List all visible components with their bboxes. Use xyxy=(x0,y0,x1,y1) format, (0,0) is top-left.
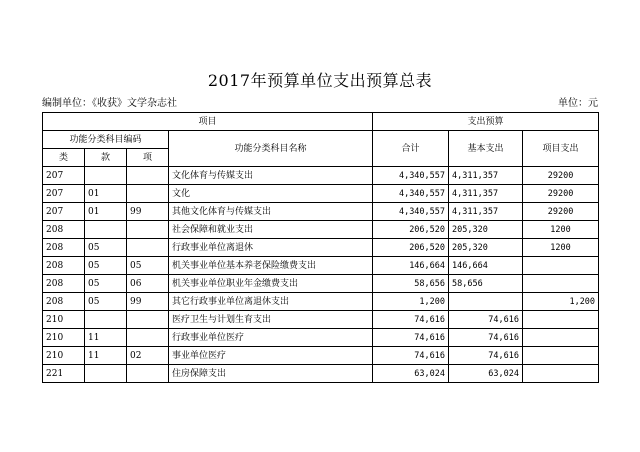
cell-basic: 58,656 xyxy=(449,275,523,293)
cell-xiang xyxy=(127,329,169,347)
table-row xyxy=(43,329,599,347)
cell-total: 74,616 xyxy=(373,329,449,347)
cell-basic: 74,616 xyxy=(449,329,523,347)
cell-lei: 208 xyxy=(43,221,85,239)
table-row xyxy=(43,239,599,257)
table-row xyxy=(43,311,599,329)
cell-kuan: 11 xyxy=(85,347,127,365)
cell-total: 63,024 xyxy=(373,365,449,383)
cell-project xyxy=(523,275,599,293)
table-row xyxy=(43,257,599,275)
cell-project: 1200 xyxy=(523,221,599,239)
cell-kuan xyxy=(85,365,127,383)
page-title: 2017年预算单位支出预算总表 xyxy=(207,71,433,90)
cell-name: 事业单位医疗 xyxy=(169,347,373,365)
cell-xiang xyxy=(127,239,169,257)
cell-name: 住房保障支出 xyxy=(169,365,373,383)
cell-name: 医疗卫生与计划生育支出 xyxy=(169,311,373,329)
cell-project xyxy=(523,365,599,383)
table-row xyxy=(43,167,599,185)
cell-kuan: 01 xyxy=(85,185,127,203)
cell-kuan: 11 xyxy=(85,329,127,347)
cell-lei: 210 xyxy=(43,347,85,365)
cell-xiang xyxy=(127,365,169,383)
cell-name: 文化 xyxy=(169,185,373,203)
cell-total: 4,340,557 xyxy=(373,185,449,203)
unit-label: 单位：元 xyxy=(558,98,598,109)
table-row xyxy=(43,203,599,221)
cell-total: 74,616 xyxy=(373,311,449,329)
cell-xiang xyxy=(127,185,169,203)
table-row xyxy=(43,185,599,203)
cell-project xyxy=(523,311,599,329)
cell-name: 其他文化体育与传媒支出 xyxy=(169,203,373,221)
cell-name: 机关事业单位基本养老保险缴费支出 xyxy=(169,257,373,275)
cell-name: 机关事业单位职业年金缴费支出 xyxy=(169,275,373,293)
org-label: 编制单位：《收获》文学杂志社 xyxy=(42,98,177,109)
cell-project: 29200 xyxy=(523,203,599,221)
cell-xiang: 99 xyxy=(127,203,169,221)
cell-kuan xyxy=(85,311,127,329)
header-expense-budget: 支出预算 xyxy=(373,113,599,131)
header-project: 项目支出 xyxy=(523,131,599,167)
cell-xiang: 05 xyxy=(127,257,169,275)
cell-basic: 4,311,357 xyxy=(449,167,523,185)
cell-xiang: 02 xyxy=(127,347,169,365)
cell-total: 206,520 xyxy=(373,239,449,257)
budget-table xyxy=(42,112,599,383)
cell-project xyxy=(523,347,599,365)
cell-total: 1,200 xyxy=(373,293,449,311)
cell-basic: 146,664 xyxy=(449,257,523,275)
cell-total: 4,340,557 xyxy=(373,203,449,221)
cell-basic: 4,311,357 xyxy=(449,203,523,221)
cell-basic: 4,311,357 xyxy=(449,185,523,203)
cell-basic: 205,320 xyxy=(449,239,523,257)
cell-project: 1200 xyxy=(523,239,599,257)
cell-total: 74,616 xyxy=(373,347,449,365)
cell-kuan xyxy=(85,221,127,239)
cell-name: 行政事业单位医疗 xyxy=(169,329,373,347)
cell-lei: 208 xyxy=(43,239,85,257)
cell-lei: 207 xyxy=(43,203,85,221)
cell-xiang xyxy=(127,167,169,185)
table-row xyxy=(43,293,599,311)
cell-total: 146,664 xyxy=(373,257,449,275)
table-row xyxy=(43,275,599,293)
cell-basic: 74,616 xyxy=(449,347,523,365)
cell-kuan: 05 xyxy=(85,275,127,293)
table-row xyxy=(43,347,599,365)
header-row-1 xyxy=(43,113,599,131)
cell-name: 社会保障和就业支出 xyxy=(169,221,373,239)
header-name: 功能分类科目名称 xyxy=(169,131,373,167)
cell-basic xyxy=(449,293,523,311)
cell-lei: 208 xyxy=(43,257,85,275)
cell-total: 206,520 xyxy=(373,221,449,239)
table-row xyxy=(43,365,599,383)
header-code-group: 功能分类科目编码 xyxy=(43,131,169,149)
cell-basic: 205,320 xyxy=(449,221,523,239)
cell-project: 1,200 xyxy=(523,293,599,311)
cell-project xyxy=(523,257,599,275)
cell-lei: 210 xyxy=(43,329,85,347)
header-total: 合计 xyxy=(373,131,449,167)
cell-kuan: 05 xyxy=(85,257,127,275)
header-basic: 基本支出 xyxy=(449,131,523,167)
cell-kuan: 05 xyxy=(85,293,127,311)
cell-basic: 74,616 xyxy=(449,311,523,329)
table-row xyxy=(43,221,599,239)
cell-lei: 221 xyxy=(43,365,85,383)
cell-kuan xyxy=(85,167,127,185)
cell-lei: 207 xyxy=(43,167,85,185)
cell-xiang xyxy=(127,221,169,239)
header-kuan: 款 xyxy=(85,149,127,167)
cell-xiang: 99 xyxy=(127,293,169,311)
cell-xiang: 06 xyxy=(127,275,169,293)
cell-name: 其它行政事业单位离退休支出 xyxy=(169,293,373,311)
cell-name: 行政事业单位离退休 xyxy=(169,239,373,257)
header-item: 项目 xyxy=(43,113,373,131)
cell-project xyxy=(523,329,599,347)
cell-lei: 207 xyxy=(43,185,85,203)
cell-xiang xyxy=(127,311,169,329)
header-xiang: 项 xyxy=(127,149,169,167)
cell-kuan: 01 xyxy=(85,203,127,221)
cell-name: 文化体育与传媒支出 xyxy=(169,167,373,185)
cell-basic: 63,024 xyxy=(449,365,523,383)
cell-lei: 210 xyxy=(43,311,85,329)
cell-kuan: 05 xyxy=(85,239,127,257)
header-lei: 类 xyxy=(43,149,85,167)
cell-project: 29200 xyxy=(523,185,599,203)
cell-total: 58,656 xyxy=(373,275,449,293)
cell-lei: 208 xyxy=(43,275,85,293)
cell-total: 4,340,557 xyxy=(373,167,449,185)
cell-lei: 208 xyxy=(43,293,85,311)
header-row-2 xyxy=(43,131,599,149)
cell-project: 29200 xyxy=(523,167,599,185)
